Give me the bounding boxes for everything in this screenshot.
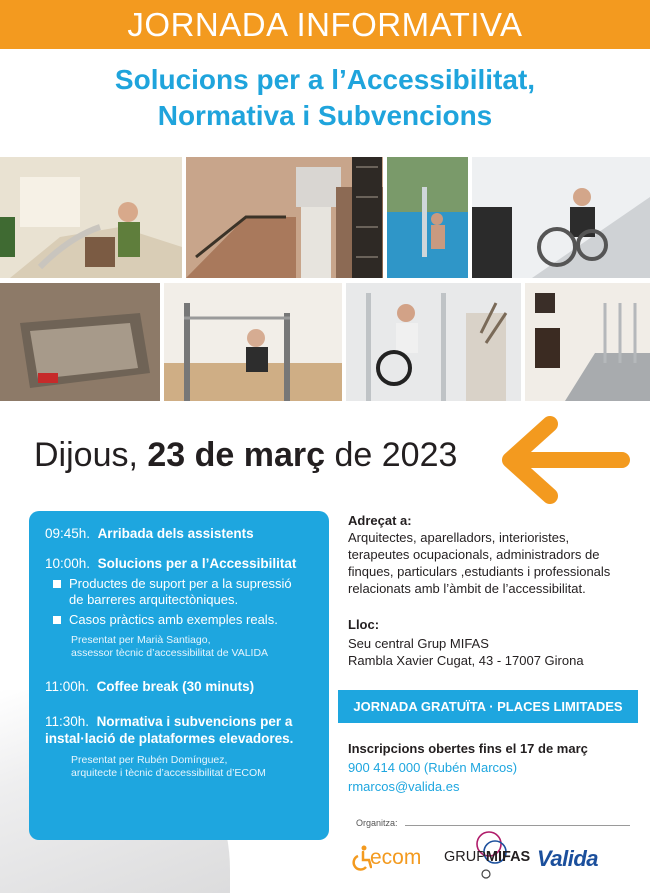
agenda-bullets <box>53 576 329 628</box>
agenda-title: Normativa i subvencions per a <box>96 714 293 729</box>
photo-iron-door-lift <box>352 157 382 278</box>
presenter-line: assessor tècnic d’accessibilitat de VALIDA <box>71 647 269 659</box>
valida-wordmark: Valida <box>537 846 598 871</box>
location-line: Seu central Grup MIFAS <box>348 636 489 651</box>
location-section <box>348 616 584 669</box>
photo-vertical-platform-woman <box>164 283 342 401</box>
organizers-label: Organitza: <box>356 818 398 828</box>
event-title <box>0 62 650 134</box>
audience-section <box>348 512 610 597</box>
bullet-text: Productes de suport per a la supressió <box>69 576 292 591</box>
registration-phone[interactable]: 900 414 000 (Rubén Marcos) <box>348 760 518 775</box>
agenda-time: 10:00h. <box>45 556 91 571</box>
agenda-time: 11:30h. <box>45 714 90 729</box>
agenda-title: instal·lació de plataformes elevadores. <box>45 731 294 746</box>
registration-section <box>348 740 588 795</box>
title-line-1: Solucions per a l’Accessibilitat, <box>114 64 536 95</box>
ecom-logo <box>350 843 430 873</box>
photo-wheelchair-stair-platform <box>472 157 650 278</box>
presenter-line: Presentat per Rubén Domínguez, <box>71 754 228 766</box>
organizers-divider <box>405 825 630 826</box>
presenter-note <box>45 754 329 780</box>
agenda-bullet <box>53 612 329 628</box>
agenda-item-regulations <box>45 713 329 747</box>
agenda-title: Solucions per a l’Accessibilitat <box>97 556 297 571</box>
audience-label: Adreçat a: <box>348 513 412 528</box>
grup-mifas-logo <box>444 828 534 880</box>
mifas-wordmark-b: MIFAS <box>485 849 531 865</box>
audience-line: relacionats amb l’àmbit de l’accessibilitat. <box>348 581 586 596</box>
audience-line: Arquitectes, aparelladors, interioristes, <box>348 530 570 545</box>
event-date <box>34 436 457 475</box>
agenda-time: 11:00h. <box>45 679 90 694</box>
photo-platform-man-wheelchair <box>346 283 521 401</box>
photo-retractable-stair-lift <box>525 283 650 401</box>
event-type-banner: JORNADA INFORMATIVA <box>0 0 650 49</box>
date-year: 2023 <box>381 436 458 474</box>
photo-floor-platform <box>0 283 160 401</box>
agenda-panel <box>29 511 329 840</box>
agenda-item-coffee <box>45 678 329 695</box>
presenter-line: arquitecte i tècnic d’accessibilitat d’ECOM <box>71 767 266 779</box>
location-line: Rambla Xavier Cugat, 43 - 17007 Girona <box>348 653 584 668</box>
agenda-time: 09:45h. <box>45 526 91 541</box>
agenda-item-solutions <box>45 555 329 572</box>
registration-email[interactable]: rmarcos@valida.es <box>348 779 460 794</box>
audience-line: finques, particulars ,estudiants i professionals <box>348 564 611 579</box>
bullet-text: Casos pràctics amb exemples reals. <box>69 612 278 627</box>
mifas-wordmark-a: GRUP <box>444 849 486 865</box>
agenda-title: Coffee break (30 minuts) <box>96 679 255 694</box>
free-event-banner: JORNADA GRATUÏTA · PLACES LIMITADES <box>338 690 638 723</box>
photo-pool-lift <box>387 157 468 278</box>
left-arrow-icon <box>502 416 630 504</box>
date-year-sep: de <box>325 436 382 474</box>
presenter-note <box>45 634 329 660</box>
agenda-item-arrival <box>45 525 329 542</box>
agenda-title: Arribada dels assistents <box>97 526 254 541</box>
date-day-month: 23 de març <box>147 436 326 474</box>
date-weekday: Dijous, <box>34 436 148 474</box>
title-line-2: Normativa i Subvencions <box>157 100 493 131</box>
audience-line: terapeutes ocupacionals, administradors de <box>348 547 600 562</box>
bullet-text: de barreres arquitectòniques. <box>69 592 239 607</box>
location-label: Lloc: <box>348 617 380 632</box>
ecom-wheelchair-icon <box>350 845 372 871</box>
presenter-line: Presentat per Marià Santiago, <box>71 634 211 646</box>
ecom-wordmark: ecom <box>370 846 422 869</box>
registration-deadline: Inscripcions obertes fins el 17 de març <box>348 741 588 756</box>
valida-logo <box>537 846 632 872</box>
photo-stairlift <box>0 157 182 278</box>
agenda-bullet <box>53 576 329 608</box>
